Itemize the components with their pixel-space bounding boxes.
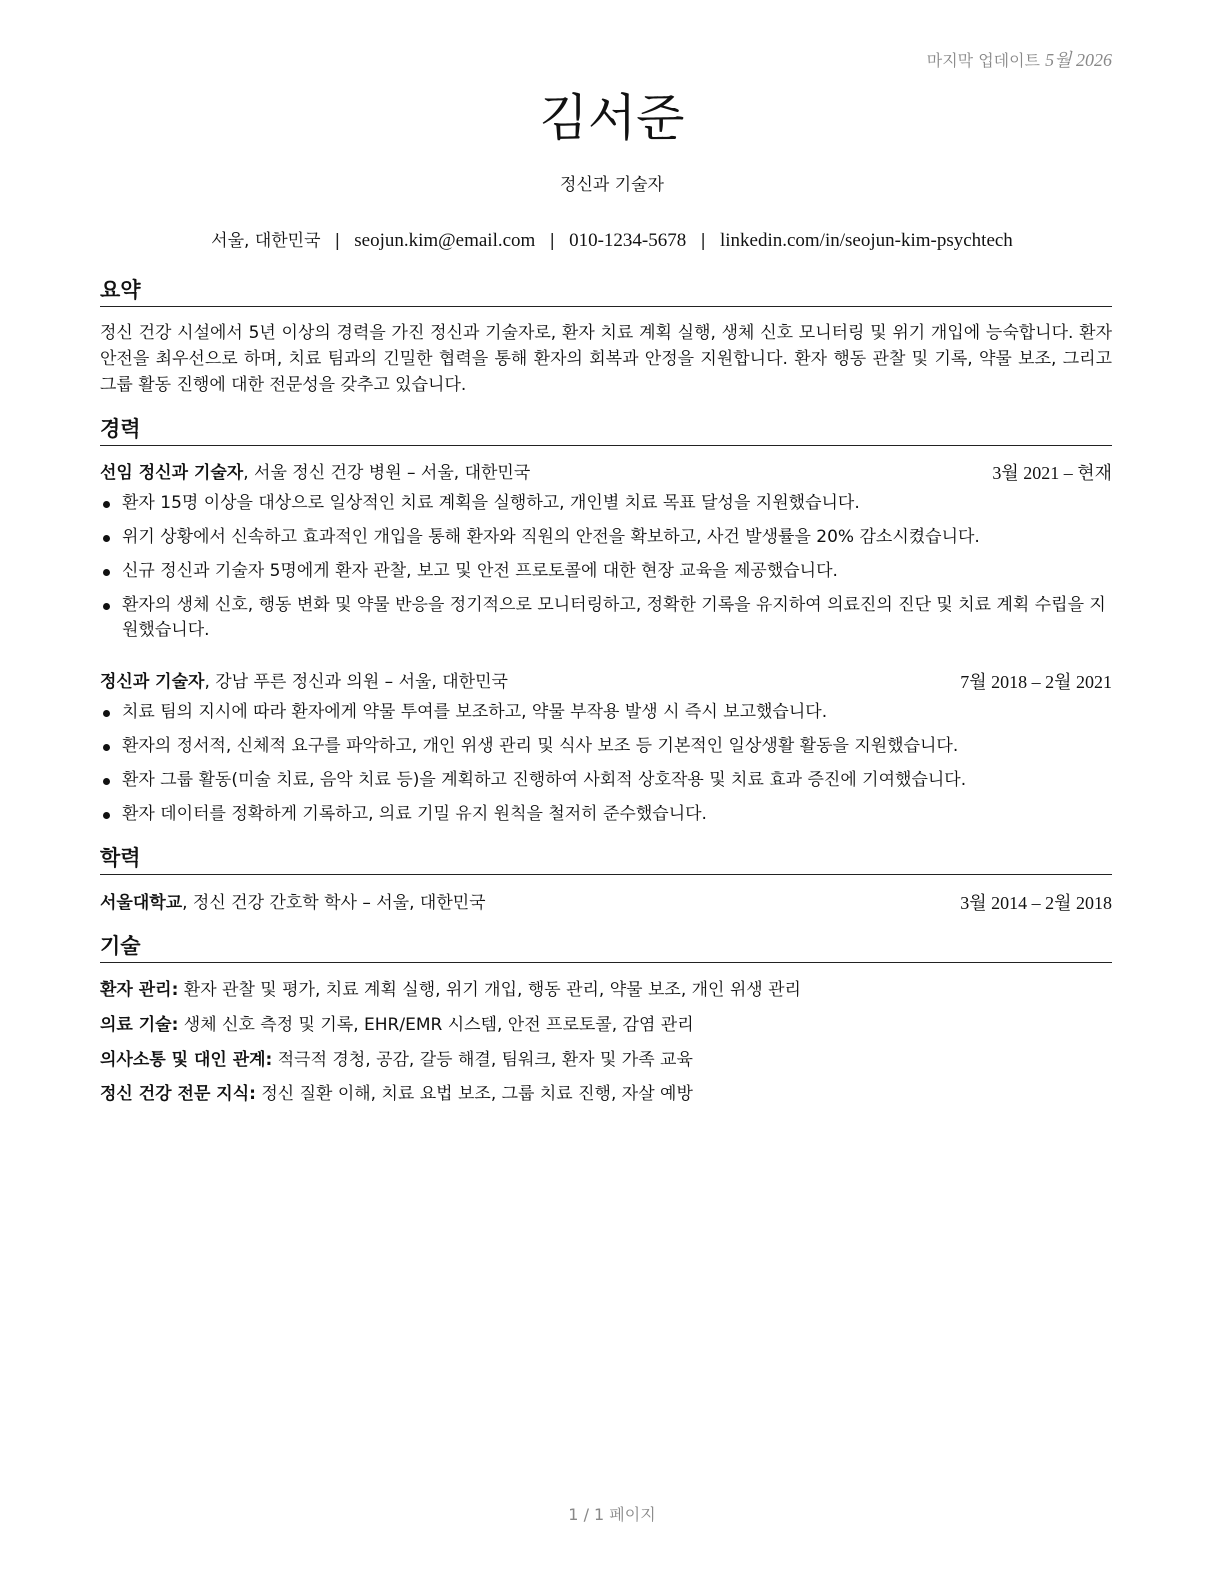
education-dates: 3월 2014 – 2월 2018 (960, 893, 1112, 913)
bullet-item: 환자 15명 이상을 대상으로 일상적인 치료 계획을 실행하고, 개인별 치료 목표 달성을 지원했습니다. (100, 491, 1112, 516)
skill-row (100, 1012, 1112, 1038)
education-entry (100, 890, 1112, 916)
skill-label: 정신 건강 전문 지식: (100, 1084, 256, 1104)
job-header (100, 669, 1112, 695)
job-title-line (100, 460, 530, 486)
experience-heading: 경력 (100, 415, 1112, 446)
skill-value: 정신 질환 이해, 치료 요법 보조, 그룹 치료 진행, 자살 예방 (255, 1084, 693, 1104)
job-position: 정신과 기술자 (100, 672, 205, 692)
job-details: , 강남 푸른 정신과 의원 – 서울, 대한민국 (204, 672, 508, 692)
education-school: 서울대학교 (100, 893, 183, 913)
bullet-item: 환자의 정서적, 신체적 요구를 파악하고, 개인 위생 관리 및 식사 보조 등 기본적인 일상생활 활동을 지원했습니다. (100, 734, 1112, 759)
contact-phone: 010-1234-5678 (569, 230, 687, 251)
skill-label: 의료 기술: (100, 1015, 179, 1035)
job-details: , 서울 정신 건강 병원 – 서울, 대한민국 (243, 463, 531, 483)
job-bullets (100, 700, 1112, 836)
skill-value: 환자 관찰 및 평가, 치료 계획 실행, 위기 개입, 행동 관리, 약물 보조, 개인 위생 관리 (178, 980, 801, 1000)
candidate-name: 김서준 (539, 89, 685, 147)
skill-row (100, 977, 1112, 1003)
summary-heading: 요약 (100, 276, 1112, 307)
contact-line (0, 226, 1224, 252)
last-updated (927, 46, 1112, 72)
bullet-item: 환자 데이터를 정확하게 기록하고, 의료 기밀 유지 원칙을 철저히 준수했습니다. (100, 802, 1112, 827)
skill-value: 생체 신호 측정 및 기록, EHR/EMR 시스템, 안전 프로토콜, 감염 관리 (178, 1015, 694, 1035)
contact-separator: | (549, 231, 556, 251)
job-dates: 3월 2021 – 현재 (992, 463, 1112, 483)
skill-label: 의사소통 및 대인 관계: (100, 1050, 273, 1070)
bullet-item: 환자의 생체 신호, 행동 변화 및 약물 반응을 정기적으로 모니터링하고, 정확한 기록을 유지하여 의료진의 진단 및 치료 계획 수립을 지원했습니다. (100, 593, 1112, 643)
job-header (100, 460, 1112, 486)
summary-text: 정신 건강 시설에서 5년 이상의 경력을 가진 정신과 기술자로, 환자 치료 계획 실행, 생체 신호 모니터링 및 위기 개입에 능숙합니다. 환자 안전을 최우선으로 하며, 치료 팀과의 긴밀한 협력을 통해 환자의 회복과 안정을 지원합니다. 환자 행동 관찰 및 기록, 약물 보조, 그리고 그룹 활동 진행에 대한 전문성을 갖추고 있습니다. (100, 323, 1112, 395)
contact-separator: | (700, 231, 706, 251)
job-dates: 7월 2018 – 2월 2021 (960, 672, 1112, 692)
skills-heading: 기술 (100, 932, 1112, 963)
skill-value: 적극적 경청, 공감, 갈등 해결, 팀워크, 환자 및 가족 교육 (272, 1050, 693, 1070)
bullet-item: 치료 팀의 지시에 따라 환자에게 약물 투여를 보조하고, 약물 부작용 발생 시 즉시 보고했습니다. (100, 700, 1112, 725)
job-bullets (100, 491, 1112, 652)
bullet-item: 환자 그룹 활동(미술 치료, 음악 치료 등)을 계획하고 진행하여 사회적 상호작용 및 치료 효과 증진에 기여했습니다. (100, 768, 1112, 793)
last-updated-date: 5월 2026 (1045, 50, 1112, 70)
last-updated-label: 마지막 업데이트 (926, 51, 1041, 70)
job-position: 선임 정신과 기술자 (100, 463, 244, 483)
contact-location: 서울, 대한민국 (211, 231, 321, 251)
education-details: , 정신 건강 간호학 학사 – 서울, 대한민국 (182, 893, 486, 913)
skill-label: 환자 관리: (100, 980, 179, 1000)
contact-email[interactable]: seojun.kim@email.com (354, 230, 536, 251)
contact-separator: | (334, 231, 341, 251)
page-indicator: 1 / 1 페이지 (568, 1505, 656, 1524)
skill-row (100, 1047, 1112, 1073)
contact-linkedin[interactable]: linkedin.com/in/seojun-kim-psychtech (719, 230, 1013, 251)
job-title-line (100, 669, 508, 695)
candidate-role: 정신과 기술자 (560, 175, 664, 195)
bullet-item: 신규 정신과 기술자 5명에게 환자 관찰, 보고 및 안전 프로토콜에 대한 현장 교육을 제공했습니다. (100, 559, 1112, 584)
skill-row (100, 1081, 1112, 1107)
education-line (100, 890, 486, 916)
bullet-item: 위기 상황에서 신속하고 효과적인 개입을 통해 환자와 직원의 안전을 확보하고, 사건 발생률을 20% 감소시켰습니다. (100, 525, 1112, 550)
education-heading: 학력 (100, 844, 1112, 875)
